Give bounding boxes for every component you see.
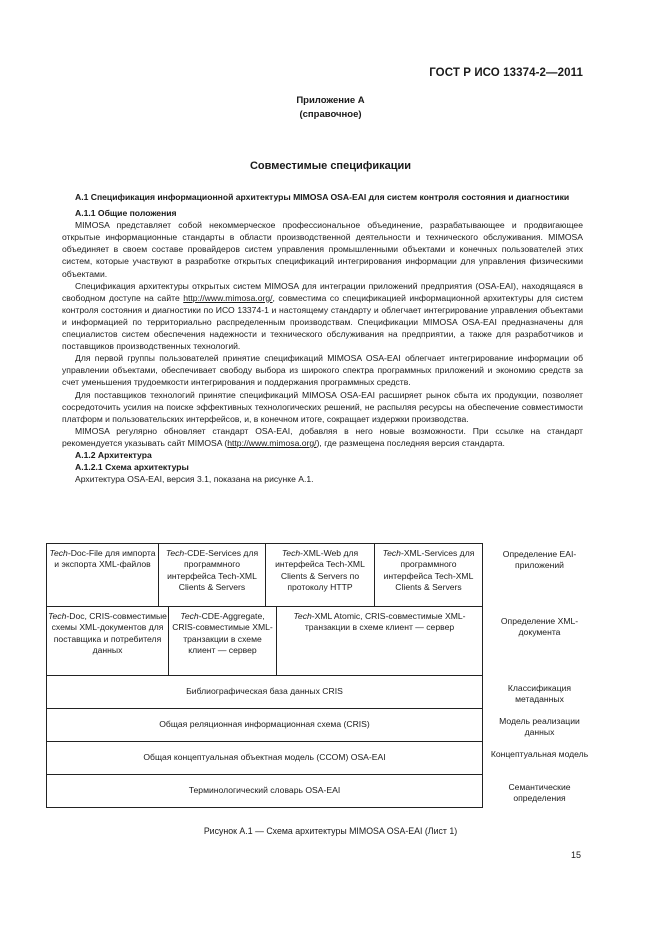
diagram-cell-dictionary: Терминологический словарь OSA-EAI [46, 774, 483, 808]
diagram-label-eai: Определение EAI-приложений [502, 549, 577, 571]
annex-heading [0, 94, 661, 122]
paragraph-5: MIMOSA регулярно обновляет стандарт OSA-EAI, добавляя в него новые возможности. При ссылке на стандарт рекомендуется указывать сайт MIMOSA (http://www.mimosa.org/), где размещена последняя версия стандарта. [62, 425, 583, 448]
mimosa-link[interactable]: http://www.mimosa.org/ [183, 292, 273, 303]
diagram-cell-ccom: Общая концептуальная объектная модель (CCOM) OSA-EAI [46, 741, 483, 775]
figure-caption: Рисунок А.1 — Схема архитектуры MIMOSA OSA-EAI (Лист 1) [203, 826, 458, 836]
section-a12-heading: А.1.2 Архитектура [75, 449, 152, 460]
diagram-cell-cris-bibliography: Библиографическая база данных CRIS [46, 675, 483, 709]
paragraph-6: Архитектура OSA-EAI, версия 3.1, показана на рисунке А.1. [75, 474, 314, 485]
section-a121-heading: А.1.2.1 Схема архитектуры [75, 462, 189, 473]
annex-title: Совместимые спецификации [249, 160, 412, 172]
diagram-cell-xml-services: Tech-XML-Services для программного интерфейса Tech-XML Clients & Servers [374, 543, 483, 607]
document-header: ГОСТ Р ИСО 13374-2—2011 [429, 67, 583, 79]
diagram-cell-tech-doc: Tech-Doc, CRIS-совместимые схемы XML-документов для поставщика и потребителя данных [46, 606, 169, 676]
diagram-cell-doc-file: Tech-Doc-File для импорта и экспорта XML-файлов [46, 543, 159, 607]
paragraph-1: MIMOSA представляет собой некоммерческое профессиональное объединение, разрабатывающее и продвигающее открытые информационные стандарты в области производственной деятельности и технического обслуживания. MIMOSA объединяет в своем составе провайдеров систем управления промышленными объектами и конечных пользователей этих систем, которые участвуют в разработке открытых спецификаций интегрирования информации для управления физическими объектами. [62, 220, 583, 279]
paragraph-4: Для поставщиков технологий принятие спецификаций MIMOSA OSA-EAI расширяет рынок сбыта их продукции, позволяет сосредоточить усилия на поиске эффективных технологических решений, не распыляя ресурсы на обеспечение совместимости платформ и пользовательских интерфейсов, и, в конечном итоге, сокращает издержки производства. [62, 389, 583, 424]
diagram-label-semantic: Семантические определения [508, 782, 571, 804]
mimosa-link[interactable]: http://www.mimosa.org/ [227, 437, 317, 448]
diagram-label-metadata: Классификация метаданных [507, 683, 572, 705]
diagram-cell-xml-web: Tech-XML-Web для интерфейса Tech-XML Clients & Servers по протоколу HTTP [265, 543, 375, 607]
diagram-cell-xml-atomic: Tech-XML Atomic, CRIS-совместимые XML-транзакции в схеме клиент — сервер [276, 606, 483, 676]
body-text [62, 191, 583, 485]
section-a11-heading: А.1.1 Общие положения [75, 208, 177, 219]
paragraph-3: Для первой группы пользователей принятие спецификаций MIMOSA OSA-EAI облегчает интегрирование информации об управлении объектами, обеспечивает свободу выбора из широкого спектра программных приложений и экономию средств за счет уменьшения трудоемкости интегрирования и поддержания программных средств. [62, 353, 583, 388]
section-a1-heading: А.1 Спецификация информационной архитектуры MIMOSA OSA-EAI для систем контроля состояния и диагностики [75, 192, 570, 202]
page-number: 15 [570, 850, 581, 860]
diagram-label-data-model: Модель реализации данных [499, 716, 580, 738]
diagram-cell-cris-schema: Общая реляционная информационная схема (CRIS) [46, 708, 483, 742]
diagram-cell-cde-services: Tech-CDE-Services для программного интерфейса Tech-XML Clients & Servers [158, 543, 266, 607]
paragraph-2: Спецификация архитектуры открытых систем MIMOSA для интеграции приложений предприятия (OSA-EAI), находящаяся в свободном доступе на сайте http://www.mimosa.org/, совместима со спецификацией информационной архитектуры для систем контроля состояния и диагностики по ИСО 13374-1 и настоящему стандарту и облегчает интегрирование управления объектами и информацией по территориально распределенным производствам. Спецификации MIMOSA OSA-EAI предназначены для специалистов систем обеспечения надежности и технического обслуживания на предприятии, а также для разработчиков и поставщиков производственных технологий. [62, 280, 583, 352]
diagram-cell-cde-aggregate: Tech-CDE-Aggregate, CRIS-совместимые XML-транзакции в схеме клиент — сервер [168, 606, 277, 676]
annex-label: Приложение А [296, 95, 365, 106]
architecture-diagram [46, 543, 483, 808]
diagram-label-conceptual: Концептуальная модель [490, 749, 589, 759]
diagram-label-xml-doc: Определение XML-документа [500, 616, 579, 638]
annex-type: (справочное) [299, 109, 362, 120]
